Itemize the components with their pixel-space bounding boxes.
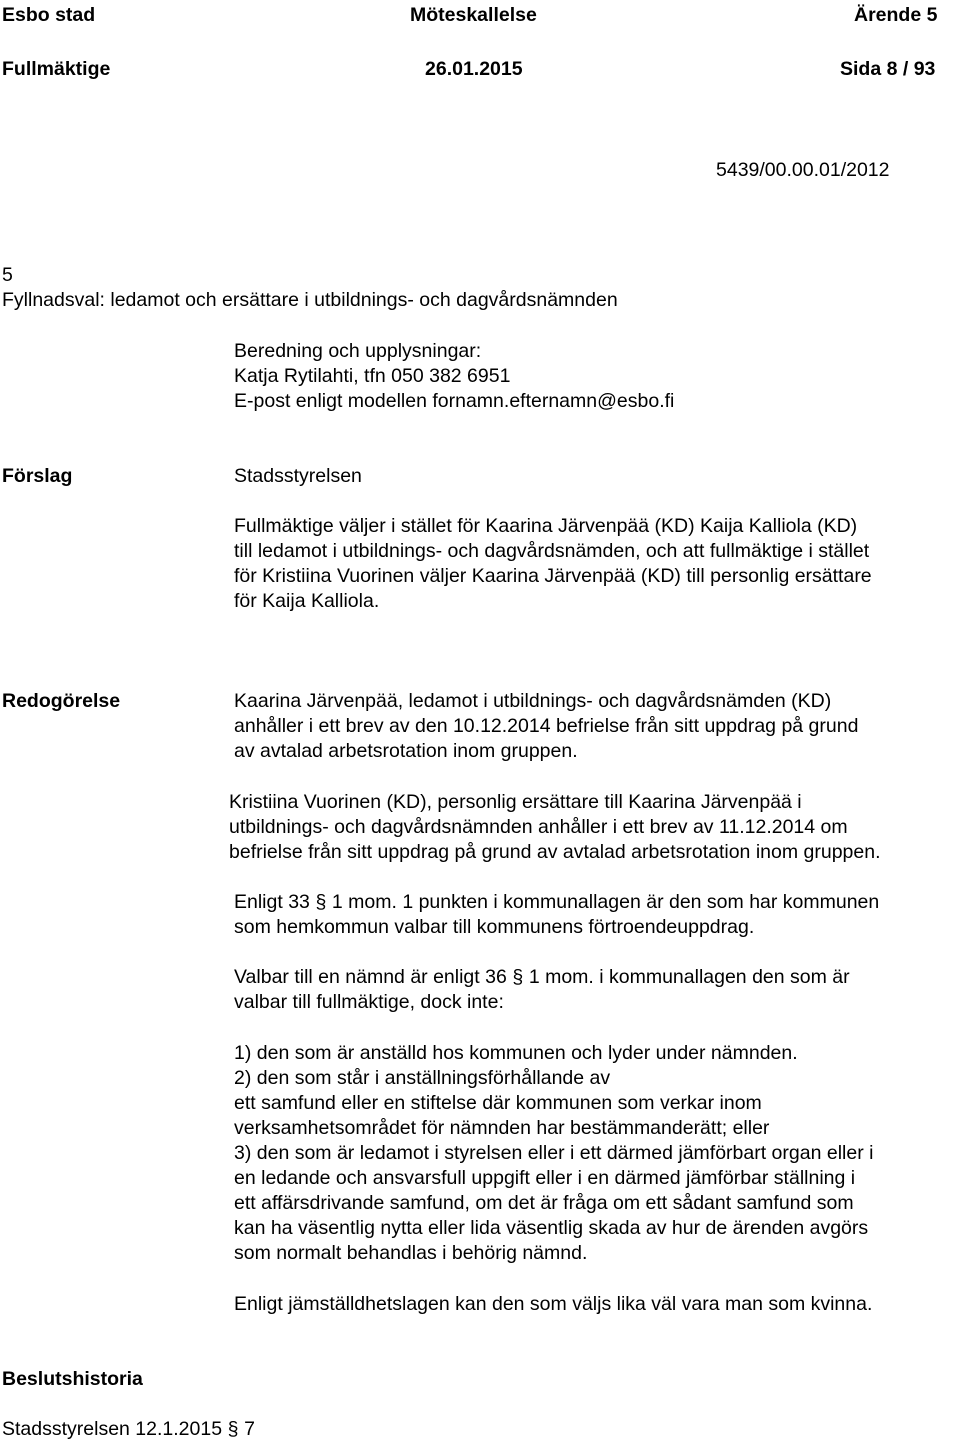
account-line: av avtalad arbetsrotation inom gruppen. (234, 740, 578, 762)
contact-block (234, 339, 674, 414)
proposal-line: för Kaija Kalliola. (234, 590, 380, 612)
account-line: en ledande och ansvarsfull uppgift eller i en därmed jämförbar ställning i (234, 1167, 856, 1189)
account-line: utbildnings- och dagvårdsnämnden anhåller i ett brev av 11.12.2014 om (229, 816, 848, 838)
header-body: Fullmäktige (2, 58, 111, 80)
account-line: 1) den som är anställd hos kommunen och lyder under nämnden. (234, 1042, 798, 1064)
contact-email: E-post enligt modellen fornamn.efternamn@esbo.fi (234, 390, 675, 412)
case-number: 5439/00.00.01/2012 (716, 159, 890, 181)
contact-label: Beredning och upplysningar: (234, 340, 482, 362)
section-sign-icon: § (512, 966, 524, 988)
account-heading: Redogörelse (2, 690, 121, 712)
account-paragraph-6: Enligt jämställdhetslagen kan den som väljs lika väl vara man som kvinna. (234, 1293, 873, 1315)
proposal-heading: Förslag (2, 465, 73, 487)
account-paragraph-1 (234, 689, 858, 764)
history-body-date: Stadsstyrelsen 12.1.2015 (2, 1418, 223, 1440)
account-text: 1 mom. 1 punkten i kommunallagen är den som har kommunen (331, 891, 880, 913)
header-item: Ärende 5 (854, 4, 938, 26)
account-line: verksamhetsområdet för nämnden har bestämmanderätt; eller (234, 1117, 770, 1139)
proposal-line: Fullmäktige väljer i stället för Kaarina Järvenpää (KD) Kaija Kalliola (KD) (234, 515, 858, 537)
section-sign-icon: § (227, 1418, 239, 1440)
account-line: ett samfund eller en stiftelse där kommunen som verkar inom (234, 1092, 762, 1114)
account-line: 2) den som står i anställningsförhållande av (234, 1067, 611, 1089)
account-line: Kristiina Vuorinen (KD), personlig ersättare till Kaarina Järvenpää i (229, 791, 802, 813)
account-text: 1 mom. i kommunallagen den som är (528, 966, 850, 988)
account-line: befrielse från sitt uppdrag på grund av avtalad arbetsrotation inom gruppen. (229, 841, 881, 863)
account-paragraph-3 (234, 890, 879, 940)
account-text: Enligt 33 (234, 891, 310, 913)
account-paragraph-2 (229, 790, 881, 865)
account-line: som hemkommun valbar till kommunens förtroendeuppdrag. (234, 916, 755, 938)
account-line: Kaarina Järvenpää, ledamot i utbildnings- och dagvårdsnämden (KD) (234, 690, 832, 712)
item-number: 5 (2, 264, 13, 286)
account-line: ett affärsdrivande samfund, om det är fråga om ett sådant samfund som (234, 1192, 854, 1214)
proposal-line: för Kristiina Vuorinen väljer Kaarina Järvenpää (KD) till personlig ersättare (234, 565, 872, 587)
account-line: 3) den som är ledamot i styrelsen eller i ett därmed jämförbart organ eller i (234, 1142, 874, 1164)
account-text: Valbar till en nämnd är enligt 36 (234, 966, 507, 988)
account-line: anhåller i ett brev av den 10.12.2014 befrielse från sitt uppdrag på grund (234, 715, 859, 737)
account-line: kan ha väsentlig nytta eller lida väsentlig skada av hur de ärenden avgörs (234, 1217, 869, 1239)
account-paragraph-5 (234, 1041, 873, 1266)
proposal-line: till ledamot i utbildnings- och dagvårdsnämden, och att fullmäktige i stället (234, 540, 870, 562)
history-section-number: 7 (244, 1418, 255, 1440)
section-sign-icon: § (315, 891, 327, 913)
proposal-text (234, 514, 872, 614)
account-paragraph-4 (234, 965, 850, 1015)
header-org: Esbo stad (2, 4, 96, 26)
history-entry (2, 1417, 255, 1442)
header-page: Sida 8 / 93 (840, 58, 936, 80)
item-title: Fyllnadsval: ledamot och ersättare i utbildnings- och dagvårdsnämnden (2, 289, 618, 311)
header-date: 26.01.2015 (425, 58, 523, 80)
header-doc-type: Möteskallelse (410, 4, 537, 26)
contact-person: Katja Rytilahti, tfn 050 382 6951 (234, 365, 511, 387)
history-heading: Beslutshistoria (2, 1368, 143, 1390)
proposal-by: Stadsstyrelsen (234, 465, 362, 487)
account-line: som normalt behandlas i behörig nämnd. (234, 1242, 588, 1264)
account-line: valbar till fullmäktige, dock inte: (234, 991, 504, 1013)
